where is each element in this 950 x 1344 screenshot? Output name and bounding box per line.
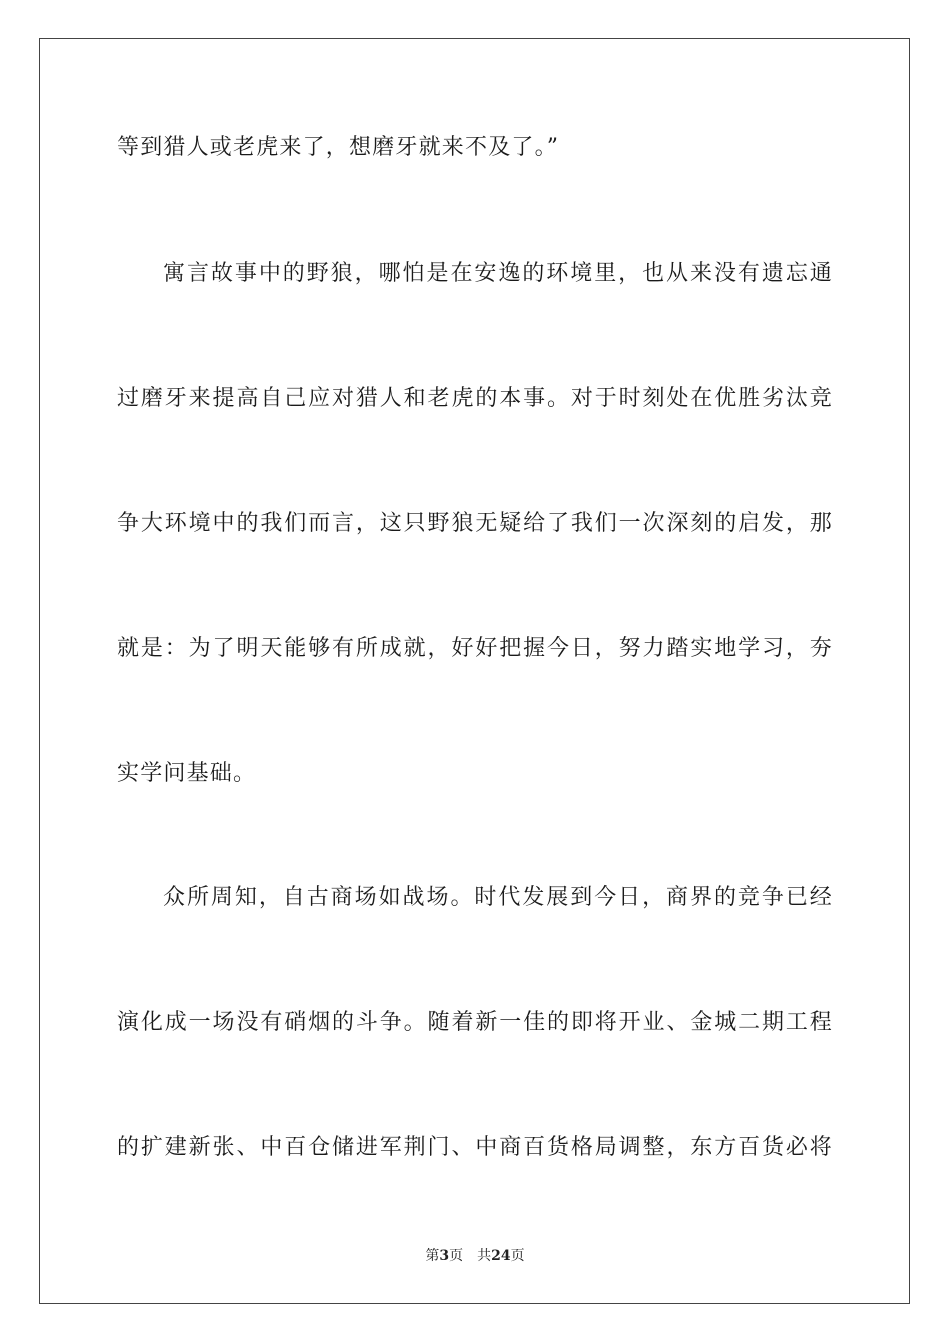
total-suffix: 页: [510, 1248, 525, 1264]
page-suffix: 页: [449, 1248, 464, 1264]
text-line-8: 演化成一场没有硝烟的斗争。随着新一佳的即将开业、金城二期工程: [117, 1010, 833, 1035]
text-line-4: 争大环境中的我们而言，这只野狼无疑给了我们一次深刻的启发，那: [117, 511, 833, 536]
total-prefix: 共: [477, 1248, 492, 1264]
text-line-5: 就是：为了明天能够有所成就，好好把握今日，努力踏实地学习，夯: [117, 636, 833, 661]
text-line-9: 的扩建新张、中百仓储进军荆门、中商百货格局调整，东方百货必将: [117, 1135, 833, 1160]
text-line-2: 寓言故事中的野狼，哪怕是在安逸的环境里，也从来没有遗忘通: [163, 261, 833, 286]
page-footer: [0, 1247, 950, 1265]
total-pages: 24: [491, 1248, 511, 1264]
text-line-7: 众所周知，自古商场如战场。时代发展到今日，商界的竞争已经: [163, 885, 833, 910]
page-prefix: 第: [425, 1248, 440, 1264]
text-line-6: 实学问基础。: [117, 761, 257, 786]
text-line-1: 等到猎人或老虎来了，想磨牙就来不及了。”: [117, 135, 560, 160]
page-number: 3: [439, 1248, 450, 1264]
text-line-3: 过磨牙来提高自己应对猎人和老虎的本事。对于时刻处在优胜劣汰竞: [117, 386, 833, 411]
page-border: [39, 38, 910, 1304]
